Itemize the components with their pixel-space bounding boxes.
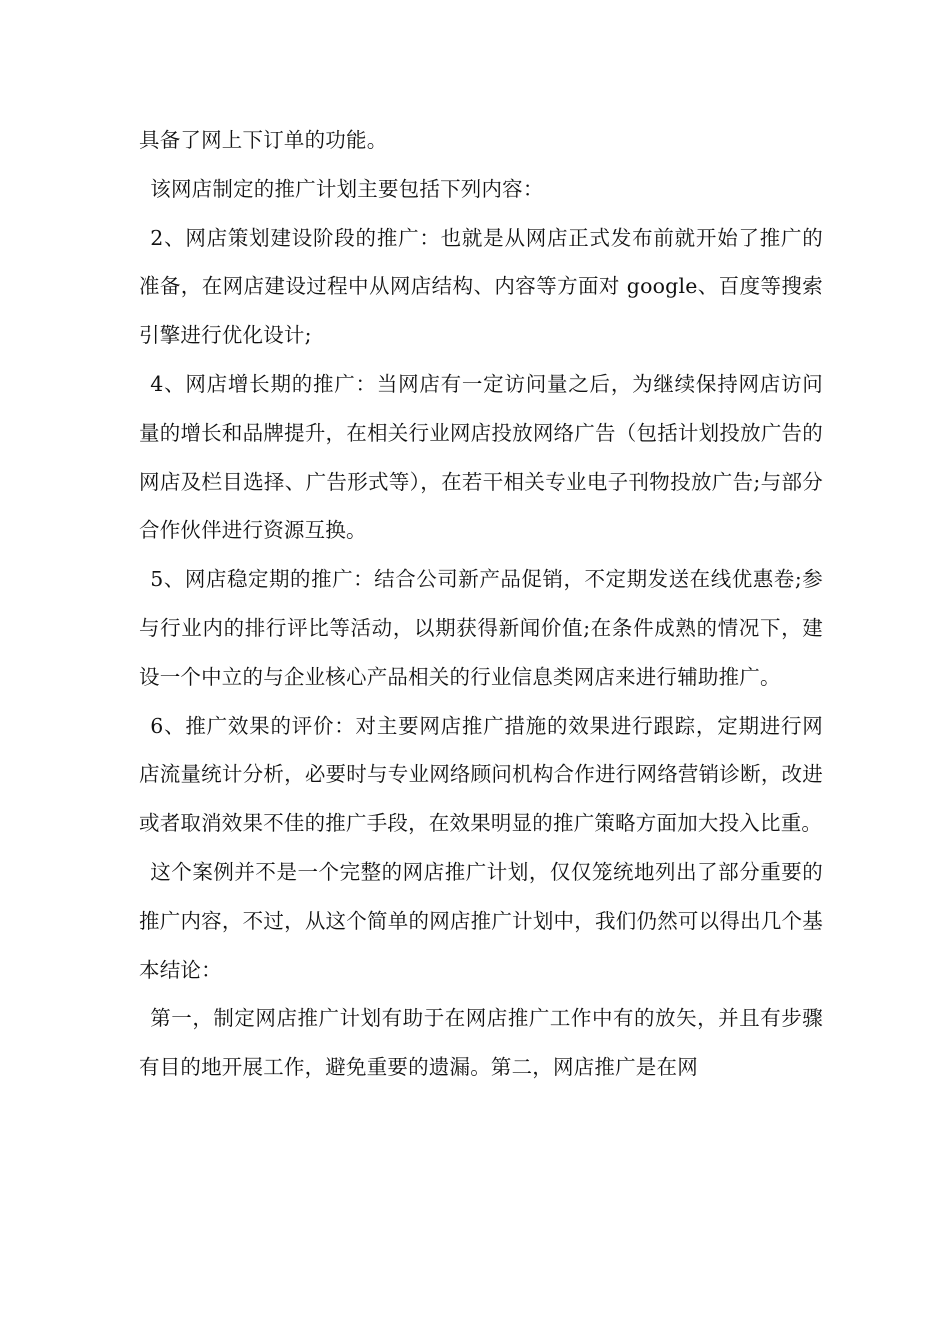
paragraph-5: 5、网店稳定期的推广：结合公司新产品促销，不定期发送在线优惠卷;参与行业内的排行评比等活动，以期获得新闻价值;在条件成熟的情况下，建设一个中立的与企业核心产品相关的行业信息类网店来进行辅助推广。: [139, 567, 823, 689]
paragraph-3: 2、网店策划建设阶段的推广：也就是从网店正式发布前就开始了推广的准备，在网店建设过程中从网店结构、内容等方面对 google、百度等搜索引擎进行优化设计;: [139, 225, 823, 348]
paragraph-2: 该网店制定的推广计划主要包括下列内容：: [150, 176, 544, 201]
paragraph-1: 具备了网上下订单的功能。: [139, 128, 388, 152]
paragraph-8: 第一，制定网店推广计划有助于在网店推广工作中有的放矢，并且有步骤有目的地开展工作，避免重要的遗漏。第二，网店推广是在网: [139, 1006, 823, 1080]
paragraph-6: 6、推广效果的评价：对主要网店推广措施的效果进行跟踪，定期进行网店流量统计分析，必要时与专业网络顾问机构合作进行网络营销诊断，改进或者取消效果不佳的推广手段，在效果明显的推广策略方面加大投入比重。: [139, 713, 823, 836]
document-body: [139, 116, 823, 1092]
paragraph-4: 4、网店增长期的推广：当网店有一定访问量之后，为继续保持网店访问量的增长和品牌提升，在相关行业网店投放网络广告（包括计划投放广告的网店及栏目选择、广告形式等），在若干相关专业电子刊物投放广告;与部分合作伙伴进行资源互换。: [139, 371, 823, 543]
paragraph-7: 这个案例并不是一个完整的网店推广计划，仅仅笼统地列出了部分重要的推广内容，不过，从这个简单的网店推广计划中，我们仍然可以得出几个基本结论：: [139, 859, 823, 982]
